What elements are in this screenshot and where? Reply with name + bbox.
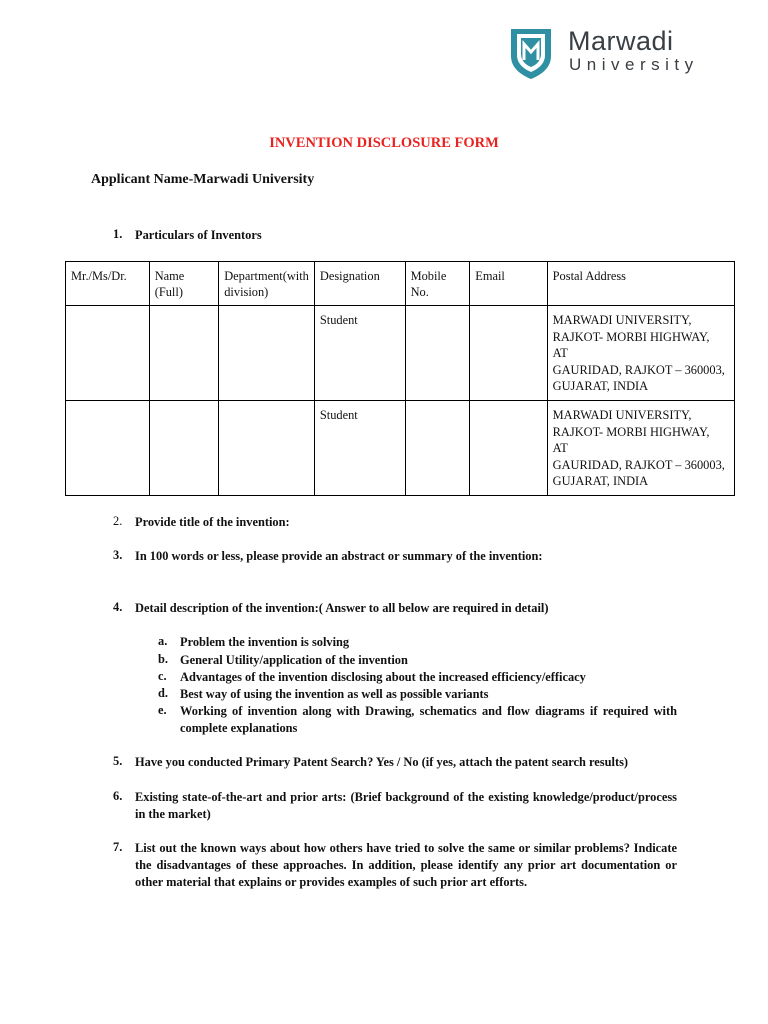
email-cell[interactable] xyxy=(470,306,547,401)
section-text: Detail description of the invention:( Answer to all below are required in detail) xyxy=(135,601,549,615)
designation-cell: Student xyxy=(314,306,405,401)
address-line: RAJKOT- MORBI HIGHWAY, xyxy=(552,424,710,439)
applicant-name: Applicant Name-Marwadi University xyxy=(91,172,315,187)
address-cell xyxy=(547,306,734,401)
list-marker: a. xyxy=(158,634,168,648)
department-cell[interactable] xyxy=(219,306,315,401)
inventors-table xyxy=(65,261,735,496)
section-number: 3. xyxy=(113,548,123,562)
list-marker: c. xyxy=(158,669,167,683)
table-header-cell: Postal Address xyxy=(547,262,734,306)
table-header-cell: Email xyxy=(470,262,547,306)
section-text: Existing state-of-the-art and prior arts: (Brief background of the existing knowledge/product/process in the market) xyxy=(135,790,677,821)
designation-cell: Student xyxy=(314,401,405,496)
list-text: Problem the invention is solving xyxy=(180,635,350,649)
list-text: Working of invention along with Drawing, schematics and flow diagrams if required with complete explanations xyxy=(180,704,677,735)
title-cell[interactable] xyxy=(66,401,150,496)
section-text: Provide title of the invention: xyxy=(135,515,290,529)
table-header-cell: Department(with division) xyxy=(219,262,315,306)
list-marker: e. xyxy=(158,703,167,717)
table-header-cell: Name (Full) xyxy=(149,262,219,306)
list-marker: b. xyxy=(158,652,168,666)
logo-subtitle: University xyxy=(569,55,699,74)
section-text: In 100 words or less, please provide an abstract or summary of the invention: xyxy=(135,549,543,563)
table-row xyxy=(66,306,735,401)
email-cell[interactable] xyxy=(470,401,547,496)
table-row xyxy=(66,401,735,496)
table-header-cell: Mr./Ms/Dr. xyxy=(66,262,150,306)
title-cell[interactable] xyxy=(66,306,150,401)
address-cell xyxy=(547,401,734,496)
section-number: 1. xyxy=(113,227,123,241)
department-cell[interactable] xyxy=(219,401,315,496)
address-line: GAURIDAD, RAJKOT – 360003, xyxy=(552,457,725,472)
address-line: GUJARAT, INDIA xyxy=(552,379,649,393)
address-line: GUJARAT, INDIA xyxy=(552,474,649,488)
list-text: General Utility/application of the invention xyxy=(180,653,408,667)
mobile-cell[interactable] xyxy=(405,306,470,401)
table-header-cell: Mobile No. xyxy=(405,262,470,306)
mobile-cell[interactable] xyxy=(405,401,470,496)
section-text: Particulars of Inventors xyxy=(135,228,262,242)
table-header-cell: Designation xyxy=(314,262,405,306)
address-line: MARWADI UNIVERSITY, xyxy=(552,408,692,422)
address-line: GAURIDAD, RAJKOT – 360003, xyxy=(552,362,725,377)
list-text: Advantages of the invention disclosing about the increased efficiency/efficacy xyxy=(180,670,586,684)
name-cell[interactable] xyxy=(149,401,219,496)
section-number: 7. xyxy=(113,840,123,854)
address-line: AT xyxy=(552,441,568,455)
address-line: RAJKOT- MORBI HIGHWAY, xyxy=(552,329,710,344)
list-marker: d. xyxy=(158,686,168,700)
shield-logo-icon xyxy=(508,26,554,80)
section-text: Have you conducted Primary Patent Search? Yes / No (if yes, attach the patent search results) xyxy=(135,755,629,769)
name-cell[interactable] xyxy=(149,306,219,401)
address-line: MARWADI UNIVERSITY, xyxy=(552,313,692,327)
list-text: Best way of using the invention as well as possible variants xyxy=(180,687,489,701)
section-text: List out the known ways about how others have tried to solve the same or similar problems? Indicate the disadvantages of these approaches. In addition, please identify any prior art documentation or other material that explains or provides examples of such prior art efforts. xyxy=(135,841,677,889)
section-number: 4. xyxy=(113,600,123,614)
section-number: 6. xyxy=(113,789,123,803)
address-line: AT xyxy=(552,346,568,360)
logo-name: Marwadi xyxy=(568,26,674,56)
university-logo xyxy=(508,26,728,82)
section-number: 5. xyxy=(113,754,123,768)
table-header-row xyxy=(66,262,735,306)
section-number: 2. xyxy=(113,514,123,528)
form-title: INVENTION DISCLOSURE FORM xyxy=(269,135,499,151)
